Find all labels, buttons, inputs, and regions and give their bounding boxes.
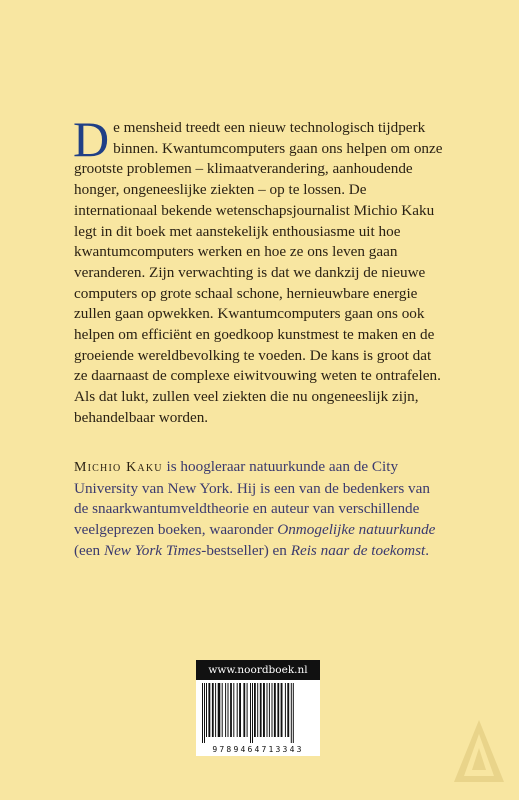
barcode-bar — [206, 683, 207, 737]
barcode-bar — [222, 683, 223, 737]
barcode-bar — [285, 683, 286, 737]
barcode-bar — [239, 683, 241, 737]
cover-blurb — [73, 111, 446, 429]
barcode-bar — [287, 683, 289, 737]
barcode-bar — [243, 683, 245, 737]
barcode-bar — [252, 683, 253, 743]
barcode-bar — [225, 683, 226, 737]
barcode-bar — [277, 683, 279, 737]
barcode-icon — [200, 683, 316, 743]
barcode-bar — [293, 683, 294, 743]
barcode-bar — [218, 683, 221, 737]
barcode-bar — [274, 683, 276, 737]
book-title-3: Reis naar de toekomst — [290, 541, 426, 559]
barcode-bar — [281, 683, 283, 737]
bio-text-3: -bestseller) en — [201, 541, 291, 559]
blurb-text: e mensheid treedt een nieuw technologisch tijdperk binnen. Kwantumcomputers gaan ons helpen om onze grootste problemen – klimaatverandering, aanhoudende honger, ongeneeslijke ziekten – op te lossen. De internationaal bekende wetenschapsjournalist Michio Kaku legt in dit boek met aanstekelijk enthousiasme uit hoe kwantumcomputers werken en hoe ze ons leven gaan veranderen. Zijn verwachting is dat we dankzij de nieuwe computers op grote schaal schone, hernieuwbare energie zullen gaan opwekken. Kwantumcomputers gaan ons ook helpen om efficiënt en goedkoop kunstmest te maken en de groeiende wereldbevolking te voeden. De kans is groot dat ze daarnaast de complexe eiwitvouwing weten te ontrafelen. Als dat lukt, zullen veel ziekten die nu ongeneeslijk zijn, behandelbaar worden. — [74, 119, 443, 426]
author-bio — [74, 457, 446, 562]
barcode-bar — [254, 683, 256, 737]
bio-text-4: . — [425, 541, 430, 559]
barcode-bar — [257, 683, 258, 737]
barcode-bar — [269, 683, 270, 737]
barcode-bar — [230, 683, 232, 737]
drop-cap: D — [73, 111, 110, 167]
barcode-bar — [233, 683, 234, 737]
isbn-digits: 9789464713343 — [212, 745, 304, 754]
barcode-bar — [212, 683, 214, 737]
publisher-url: www.noordboek.nl — [196, 660, 320, 680]
barcode-bar — [215, 683, 216, 737]
publisher-triangle-logo-icon — [452, 718, 506, 784]
barcode-bar — [272, 683, 273, 737]
barcode-bar — [250, 683, 251, 743]
barcode-bar — [202, 683, 203, 743]
barcode-bar — [204, 683, 205, 743]
barcode-bar — [208, 683, 210, 737]
bio-text-1: is hoogleraar natuurkunde aan de City University van New York. Hij is een van de bedenkers van de snaarkwantumveldtheorie en auteur van verschillende veelgeprezen boeken, waaronder — [74, 458, 430, 539]
book-title-1: Onmogelijke natuurkunde — [277, 521, 436, 539]
barcode-bar — [263, 683, 265, 737]
barcode-bar — [237, 683, 238, 737]
barcode-bar — [291, 683, 292, 743]
bio-text-2: (een — [74, 541, 104, 559]
barcode-block — [196, 660, 320, 756]
barcode-bar — [228, 683, 229, 737]
barcode-bar — [247, 683, 248, 737]
barcode-bar — [267, 683, 268, 737]
author-name: Michio Kaku — [74, 460, 163, 475]
barcode-bar — [260, 683, 262, 737]
book-title-2: New York Times — [103, 541, 202, 559]
